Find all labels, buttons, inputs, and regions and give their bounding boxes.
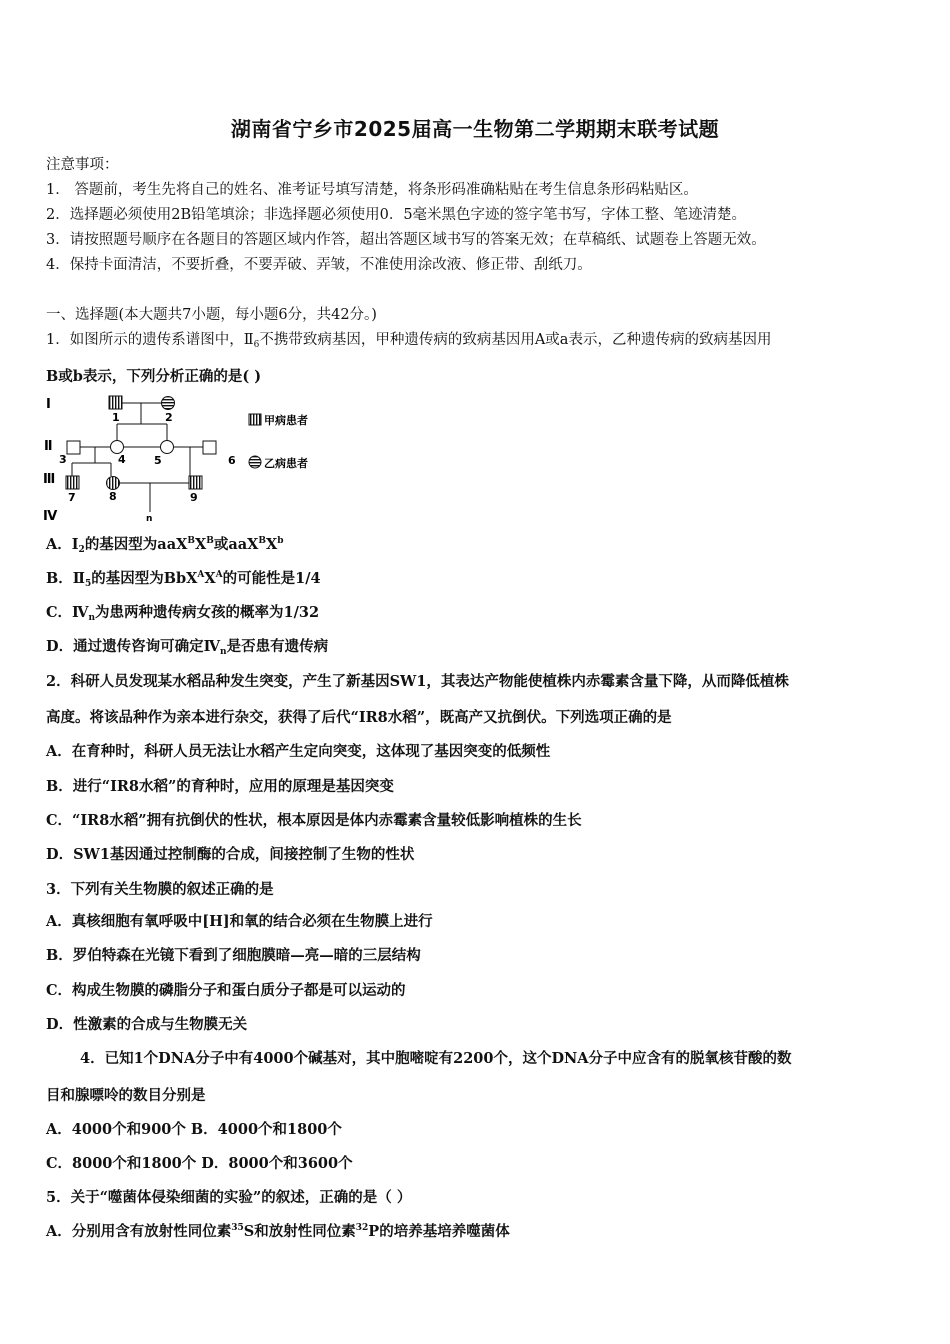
notice-heading: 注意事项：	[46, 157, 119, 173]
gen-label-II: Ⅱ	[44, 439, 53, 454]
q2-stem: 2．科研人员发现某水稻品种发生突变，产生了新基因SW1，其表达产物能使植株内赤霉素含量下降，从而降低植株	[46, 673, 789, 690]
legend-yi-swatch	[249, 456, 261, 468]
individual-I2	[162, 397, 175, 410]
id-label-n: n	[146, 514, 153, 524]
gen-label-I: Ⅰ	[46, 397, 51, 412]
q1-stem: 1．如图所示的遗传系谱图中，$Ⅱ_6$不携带致病基因，甲种遗传病的致病基因用A或a表示，乙种遗传病的致病基因用	[46, 332, 772, 350]
id-label-2: 2	[165, 411, 173, 424]
id-label-5: 5	[154, 454, 162, 467]
q4-options-ab: A．4000个和900个 B．4000个和1800个	[46, 1121, 342, 1138]
notice-item-2: 2．选择题必须使用2B铅笔填涂；非选择题必须使用0．5毫米黑色字迹的签字笔书写，字体工整、笔迹清楚。	[46, 207, 747, 223]
individual-II6	[203, 441, 216, 454]
section-heading: 一、选择题(本大题共7小题，每小题6分，共42分。)	[46, 307, 377, 323]
q1-option-b: B．$Ⅱ_5$的基因型为$BbX^AX^A$的可能性是1/4	[46, 570, 321, 589]
id-label-4: 4	[118, 453, 126, 466]
gen-label-III: Ⅲ	[43, 472, 56, 487]
individual-II4	[111, 441, 124, 454]
q2-stem-line2: 高度。将该品种作为亲本进行杂交，获得了后代“IR8水稻”，既高产又抗倒伏。下列选项正确的是	[46, 709, 672, 726]
q2-option-b: B．进行“IR8水稻”的育种时，应用的原理是基因突变	[46, 778, 394, 795]
q2-option-a: A．在育种时，科研人员无法让水稻产生定向突变，这体现了基因突变的低频性	[46, 743, 551, 760]
notice-item-3: 3．请按照题号顺序在各题目的答题区域内作答，超出答题区域书写的答案无效；在草稿纸、试题卷上答题无效。	[46, 232, 766, 248]
id-label-8: 8	[109, 490, 117, 503]
q3-option-a: A．真核细胞有氧呼吸中[H]和氧的结合必须在生物膜上进行	[46, 913, 433, 930]
individual-III7	[66, 476, 79, 489]
individual-III8	[107, 477, 120, 490]
id-label-6: 6	[228, 454, 236, 467]
q4-stem: 4．已知1个DNA分子中有4000个碱基对，其中胞嘧啶有2200个，这个DNA分子中应含有的脱氧核苷酸的数	[80, 1050, 792, 1067]
q1-stem-line2: B或b表示，下列分析正确的是( )	[46, 368, 262, 385]
pedigree-chart	[40, 390, 340, 525]
q3-option-c: C．构成生物膜的磷脂分子和蛋白质分子都是可以运动的	[46, 982, 406, 999]
q4-stem-line2: 目和腺嘌呤的数目分别是	[46, 1087, 206, 1104]
q3-option-b: B．罗伯特森在光镜下看到了细胞膜暗—亮—暗的三层结构	[46, 947, 421, 964]
individual-II5	[161, 441, 174, 454]
id-label-9: 9	[190, 491, 198, 504]
q2-option-c: C．“IR8水稻”拥有抗倒伏的性状，根本原因是体内赤霉素含量较低影响植株的生长	[46, 812, 582, 829]
q4-options-cd: C．8000个和1800个 D．8000个和3600个	[46, 1155, 353, 1172]
individual-II3	[67, 441, 80, 454]
page-title: 湖南省宁乡市2025届高一生物第二学期期末联考试题	[230, 117, 720, 141]
id-label-7: 7	[68, 491, 76, 504]
q5-option-a: A．分别用含有放射性同位素$^{35}$S和放射性同位素$^{32}$P的培养基培养噬菌体	[46, 1223, 510, 1240]
individual-I1	[109, 396, 122, 409]
legend-jia-label: 甲病患者	[264, 414, 308, 427]
q5-stem: 5．关于“噬菌体侵染细菌的实验”的叙述，正确的是（ ）	[46, 1189, 412, 1206]
q1-option-c: C．$Ⅳ_n$为患两种遗传病女孩的概率为1/32	[46, 604, 320, 623]
legend-yi-label: 乙病患者	[264, 457, 308, 470]
q3-option-d: D．性激素的合成与生物膜无关	[46, 1016, 248, 1033]
individual-III9	[189, 476, 202, 489]
id-label-3: 3	[59, 453, 67, 466]
q1-option-d: D．通过遗传咨询可确定$Ⅳ_n$是否患有遗传病	[46, 638, 329, 657]
gen-label-IV: Ⅳ	[43, 509, 58, 524]
q3-stem: 3．下列有关生物膜的叙述正确的是	[46, 881, 274, 898]
q2-option-d: D．SW1基因通过控制酶的合成，间接控制了生物的性状	[46, 846, 415, 863]
notice-item-4: 4．保持卡面清洁，不要折叠，不要弄破、弄皱，不准使用涂改液、修正带、刮纸刀。	[46, 257, 592, 273]
notice-item-1: 1． 答题前，考生先将自己的姓名、准考证号填写清楚，将条形码准确粘贴在考生信息条形码粘贴区。	[46, 182, 698, 198]
q1-option-a: A．$Ⅰ_2$的基因型为$aaX^BX^B$或$aaX^BX^b$	[46, 536, 284, 555]
id-label-1: 1	[112, 411, 120, 424]
legend-jia-swatch	[249, 414, 261, 425]
